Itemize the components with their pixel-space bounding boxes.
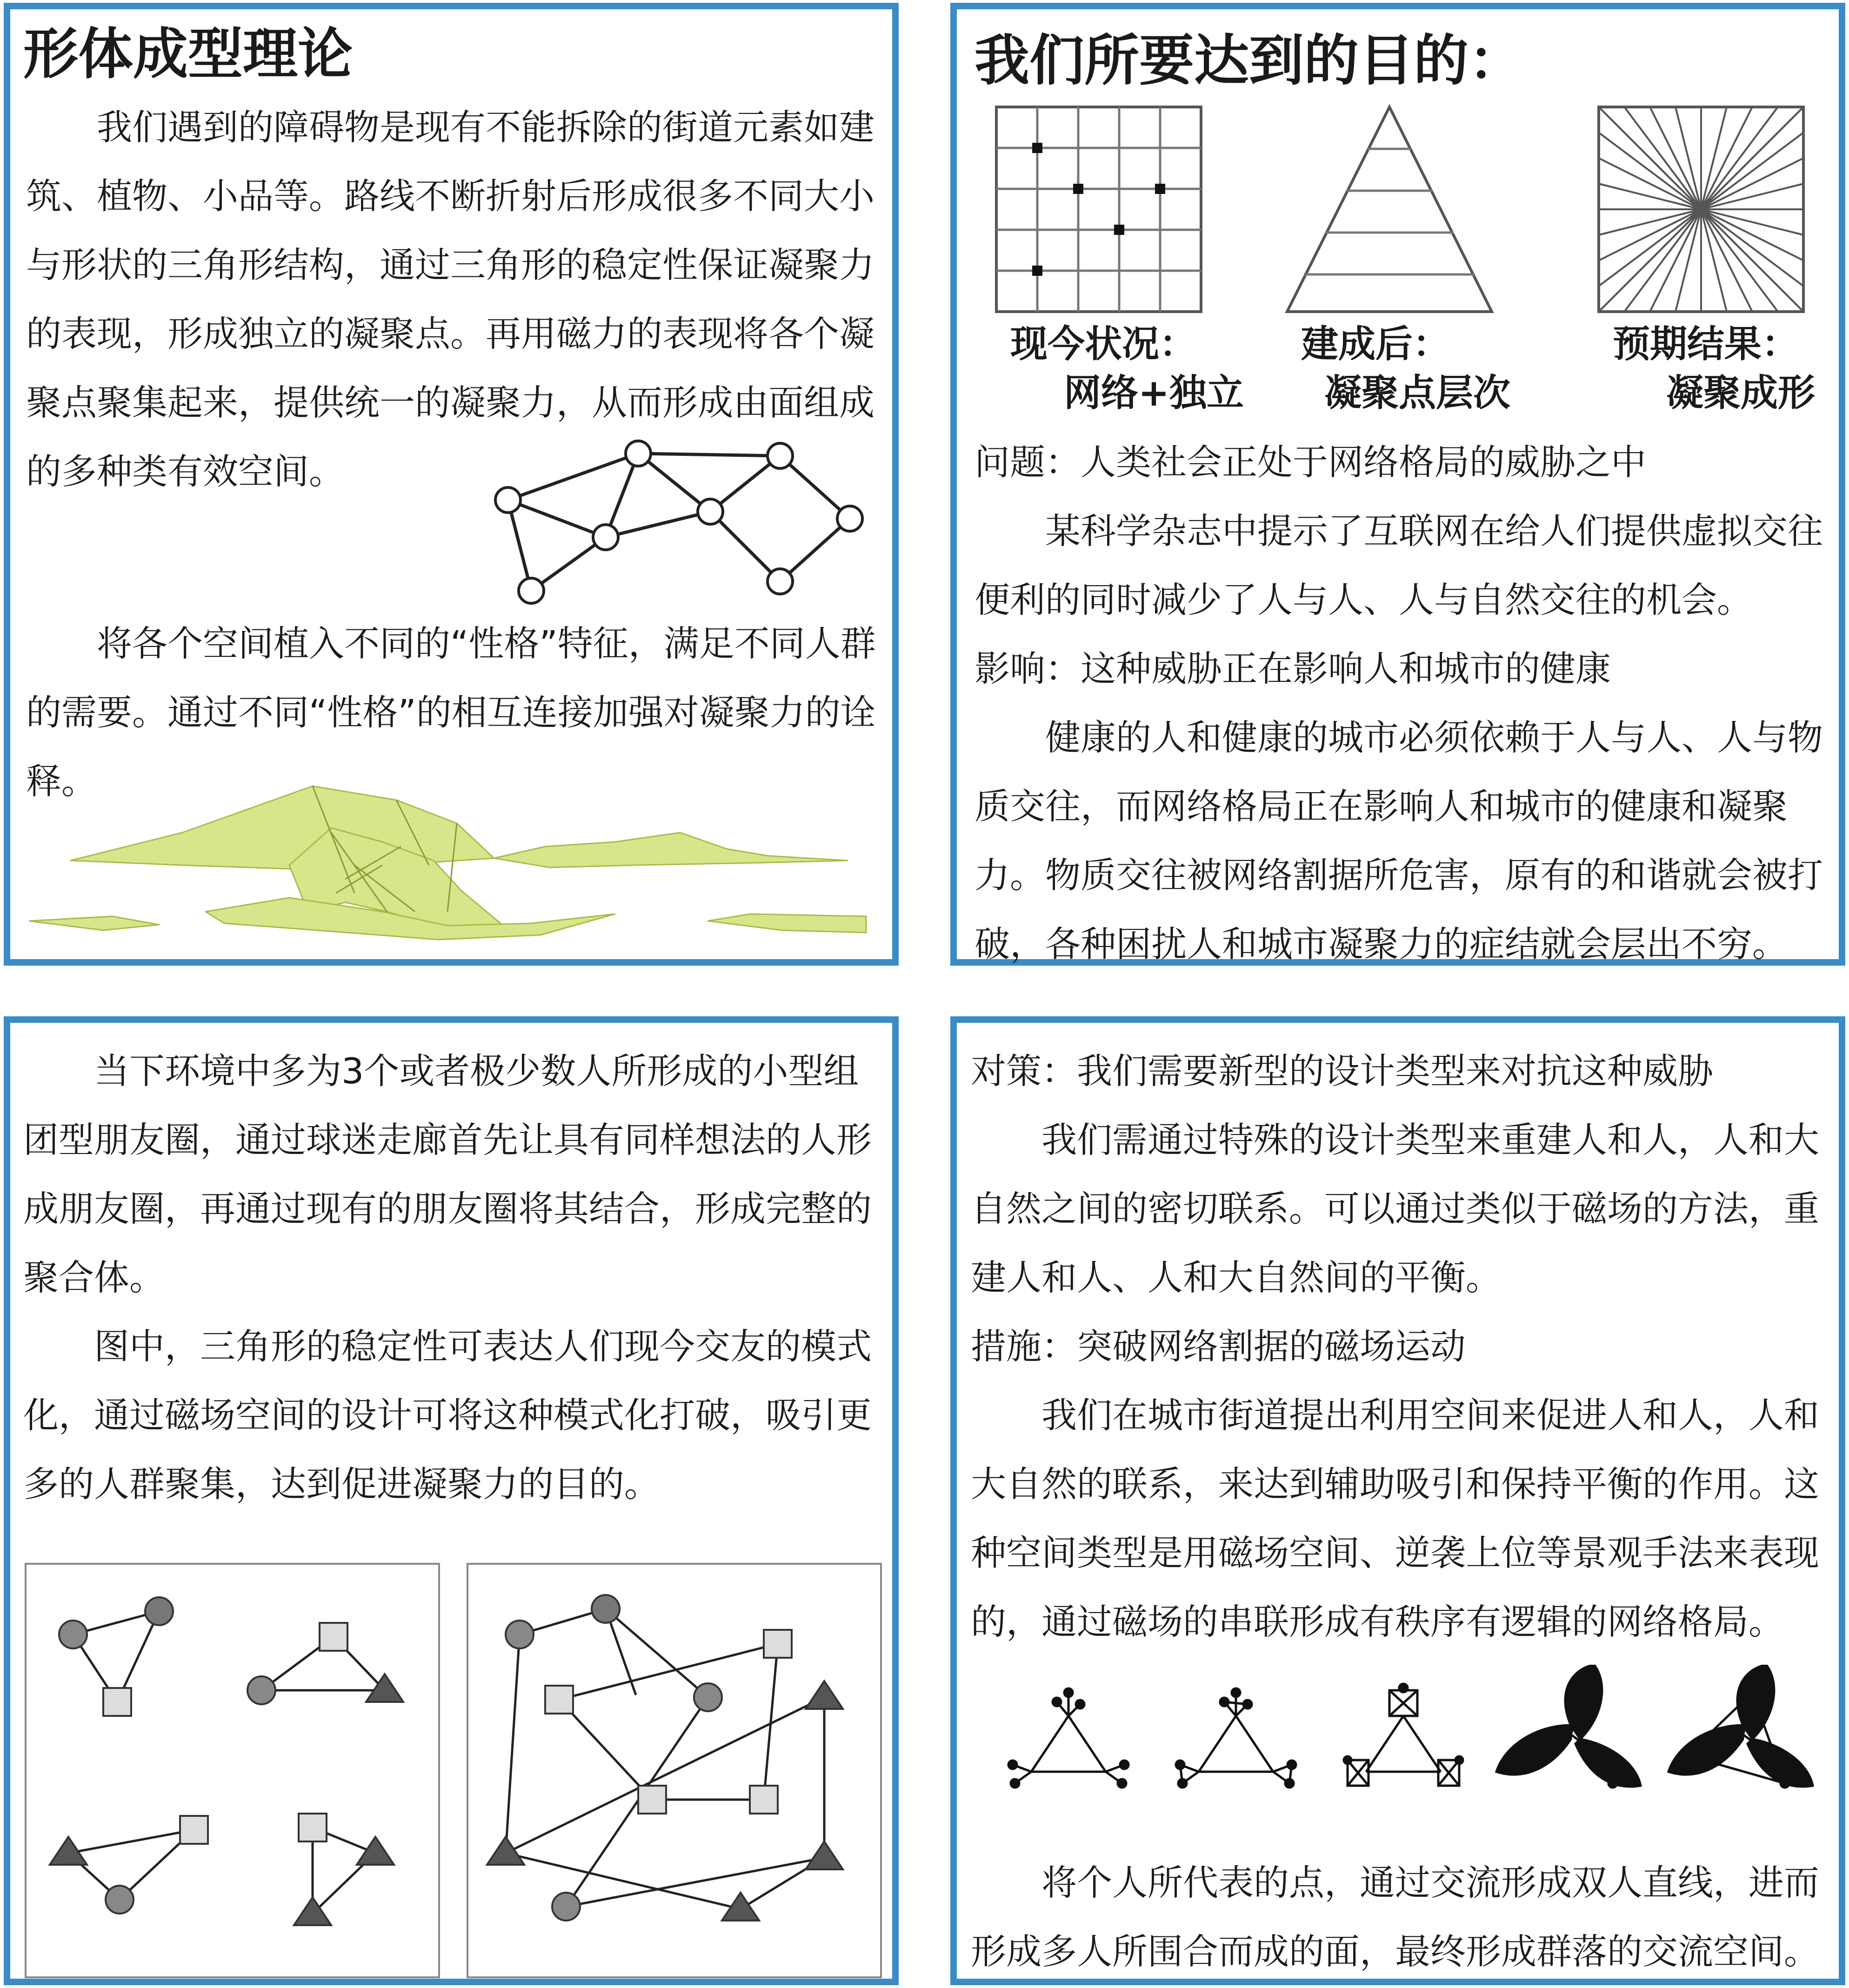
diagram-label-current: 现今状况： [1010,322,1196,366]
body-paragraph: 将个人所代表的点，通过交流形成双人直线，进而形成多人所围合而成的面，最终形成群落的交流空间。 [971,1862,1819,1972]
panel-title: 我们所要达到的目的： [975,28,1524,93]
body-paragraph: 我们在城市街道提出利用空间来促进人和人，人和大自然的联系，来达到辅助吸引和保持平衡的作用。这种空间类型是用磁场空间、逆袭上位等景观手法来表现的，通过磁场的串联形成有秩序有逻辑的网络格局。 [971,1394,1819,1642]
problem-line: 问题：人类社会正处于网络格局的威胁之中 [975,441,1646,483]
terrain-model-illustration [29,772,875,958]
measure-line: 措施：突破网络割据的磁场运动 [971,1326,1466,1367]
diagram-sub-expected: 凝聚成形 [1666,371,1815,414]
body-paragraph: 将各个空间植入不同的“性格”特征，满足不同人群的需要。通过不同“性格”的相互连接加强对凝聚力的诠释。 [26,623,876,802]
diagram-sub-built: 凝聚点层次 [1324,371,1510,414]
body-paragraph: 健康的人和健康的城市必须依赖于人与人、人与物质交往，而网络格局正在影响人和城市的健康和凝聚力。物质交往被网络割据所危害，原有的和谐就会被打破，各种困扰人和城市凝聚力的症结就会层出不穷。 [975,717,1823,965]
impact-line: 影响：这种威胁正在影响人和城市的健康 [975,648,1611,689]
interaction-evolution-diagram [975,1665,1831,1804]
body-paragraph: 我们需通过特殊的设计类型来重建人和人，人和大自然之间的密切联系。可以通过类似于磁场的方法，重建人和人、人和大自然间的平衡。 [971,1119,1819,1298]
body-paragraph: 图中，三角形的稳定性可表达人们现今交友的模式化，通过磁场空间的设计可将这种模式化打破，吸引更多的人群聚集，达到促进凝聚力的目的。 [23,1326,872,1505]
body-paragraph: 某科学杂志中提示了互联网在给人们提供虚拟交往便利的同时减少了人与人、人与自然交往的机会。 [975,510,1823,620]
grid-network-diagram [992,102,1206,316]
panel-title: 形体成型理论 [23,22,353,86]
small-groups-diagram [24,1562,441,1979]
diagram-label-built: 建成后： [1301,322,1450,366]
panel-objectives [950,3,1845,966]
network-node-diagram [489,437,871,605]
panel-form-theory [4,3,899,966]
strategy-line: 对策：我们需要新型的设计类型来对抗这种威胁 [971,1050,1713,1092]
panel-social-circles [4,1016,899,1985]
diagram-label-expected: 预期结果： [1613,322,1799,366]
diagram-sub-current: 网络+独立 [1064,371,1244,414]
pyramid-diagram [1282,102,1496,316]
body-paragraph: 当下环境中多为3个或者极少数人所形成的小型组团型朋友圈，通过球迷走廊首先让具有同样想法的人形成朋友圈，再通过现有的朋友圈将其结合，形成完整的聚合体。 [23,1050,872,1298]
radial-convergence-diagram [1594,102,1808,316]
interconnected-network-diagram [466,1562,882,1979]
body-paragraph: 我们遇到的障碍物是现有不能拆除的街道元素如建筑、植物、小品等。路线不断折射后形成很多不同大小与形状的三角形结构，通过三角形的稳定性保证凝聚力的表现，形成独立的凝聚点。再用磁力的表现将各个凝聚点聚集起来，提供统一的凝聚力，从而形成由面组成的多种类有效空间。 [26,107,874,492]
panel-strategy [950,1016,1845,1985]
